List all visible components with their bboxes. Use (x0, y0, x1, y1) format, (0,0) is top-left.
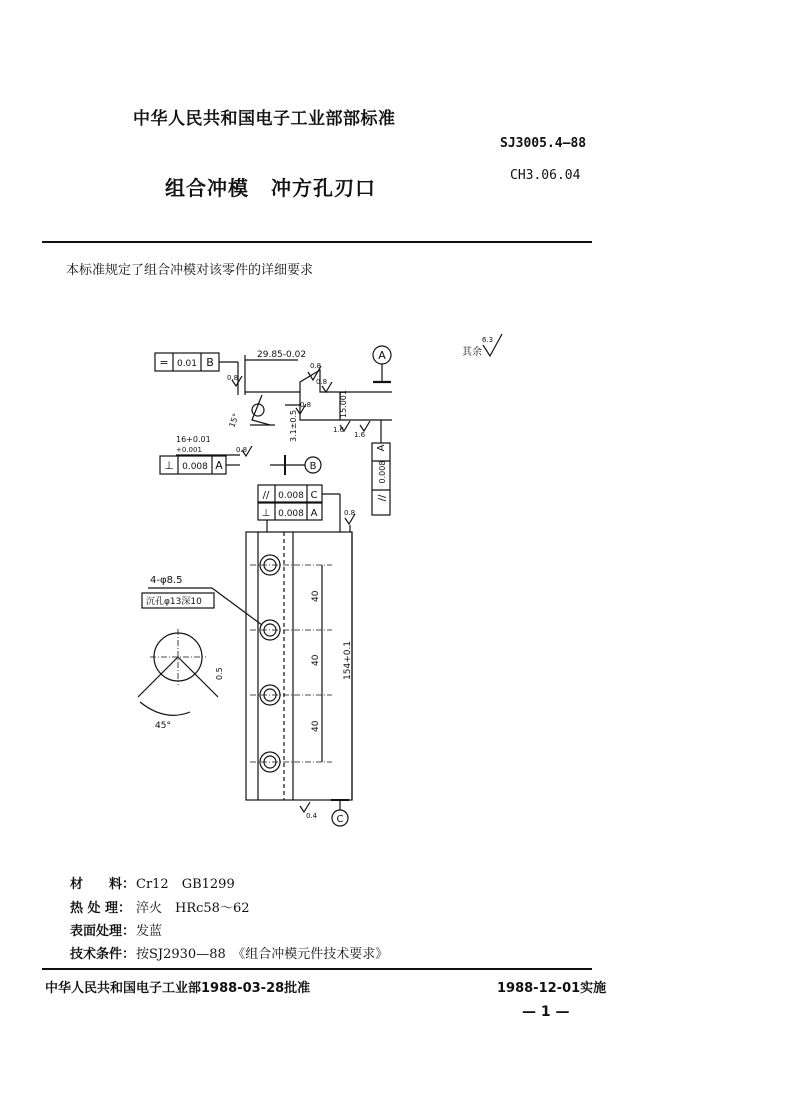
svg-text:0.8: 0.8 (227, 374, 239, 382)
tolerance-frame-2 (160, 456, 226, 474)
document-title: 组合冲模 冲方孔刃口 (165, 176, 376, 200)
spec-technical-conditions: 技术条件：按SJ2930—88 《组合冲模元件技术要求》 (70, 947, 389, 962)
svg-text:C: C (336, 814, 344, 825)
svg-text:=: = (159, 356, 169, 369)
svg-text:0.008: 0.008 (378, 460, 387, 484)
approval-line: 中华人民共和国电子工业部1988-03-28批准 (45, 981, 311, 996)
svg-text:0.8: 0.8 (300, 401, 312, 409)
svg-text:+0.001: +0.001 (176, 446, 202, 454)
svg-text:0.008: 0.008 (182, 462, 208, 472)
spec-heat-treatment: 热 处 理： 淬火 HRc58～62 (70, 901, 250, 916)
holes-callout: 4-φ8.5 (150, 575, 183, 586)
dim-top-width: 29.85-0.02 (257, 350, 307, 360)
dim-left: 16+0.01 (176, 435, 211, 444)
svg-text:A: A (215, 459, 223, 472)
svg-text:A: A (378, 349, 386, 362)
svg-text:15°: 15° (227, 412, 241, 429)
svg-text:0.8: 0.8 (344, 509, 356, 517)
pitch-label-3: 40 (311, 720, 321, 732)
svg-text:B: B (309, 461, 317, 472)
svg-text:A: A (376, 444, 387, 452)
svg-text:0.8: 0.8 (310, 362, 322, 370)
svg-text:0.8: 0.8 (316, 378, 328, 386)
counterbore-callout: 沉孔φ13深10 (146, 597, 202, 607)
dim-total-length: 154+0.1 (343, 640, 353, 680)
svg-text:6.3: 6.3 (482, 336, 494, 344)
classification-code: CH3.06.04 (510, 168, 581, 183)
spec-surface-treatment: 表面处理：发蓝 (70, 924, 163, 939)
tolerance-frame-5 (372, 443, 390, 515)
svg-text:1.6: 1.6 (333, 426, 345, 434)
page-number: — 1 — (522, 1004, 570, 1020)
svg-text:C: C (310, 490, 318, 501)
issuing-organization: 中华人民共和国电子工业部部标准 (133, 109, 396, 129)
svg-text:0.4: 0.4 (306, 812, 318, 820)
standard-number: SJ3005.4—88 (500, 136, 587, 151)
svg-text:3.1±0.5: 3.1±0.5 (289, 409, 298, 442)
svg-text:1.6: 1.6 (354, 431, 366, 439)
tolerance-frame-3 (258, 485, 322, 502)
plate-outline (246, 532, 352, 800)
svg-text:15.001: 15.001 (339, 390, 348, 418)
svg-text:A: A (310, 508, 318, 519)
svg-text:0.8: 0.8 (236, 446, 248, 454)
roughness-note-label: 其余 (462, 347, 482, 358)
tolerance-frame-1 (155, 353, 219, 371)
svg-text:45°: 45° (155, 721, 171, 731)
svg-text://: // (262, 490, 270, 501)
svg-text:B: B (206, 356, 214, 369)
spec-material: 材 料：Cr12 GB1299 (70, 877, 235, 892)
pitch-label-1: 40 (311, 590, 321, 602)
svg-text:0.01: 0.01 (176, 359, 198, 369)
svg-text:0.5: 0.5 (215, 667, 224, 680)
detail-view (138, 629, 224, 731)
svg-text:⊥: ⊥ (164, 459, 174, 472)
footer-rule (42, 968, 592, 970)
pitch-label-2: 40 (311, 654, 321, 666)
effective-date: 1988-12-01实施 (497, 981, 607, 996)
svg-text:⊥: ⊥ (261, 508, 271, 519)
svg-text:0.008: 0.008 (278, 509, 304, 519)
svg-text:0.008: 0.008 (278, 491, 304, 501)
tolerance-frame-4 (258, 503, 322, 520)
svg-text://: // (377, 494, 388, 502)
intro-text: 本标准规定了组合冲模对该零件的详细要求 (66, 263, 314, 278)
